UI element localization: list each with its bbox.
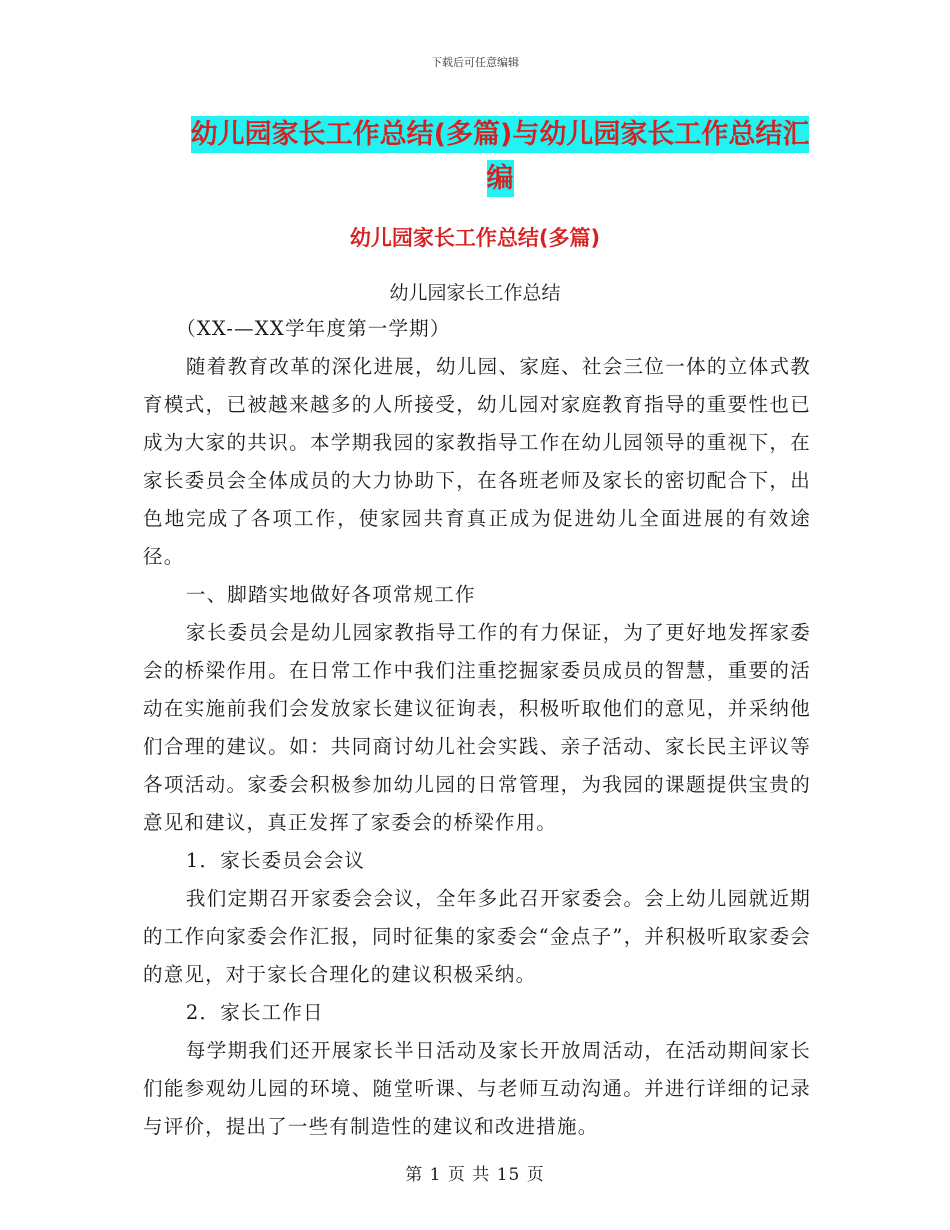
- item-heading-1: 1．家长委员会会议: [185, 849, 366, 872]
- section-heading-1: 一、脚踏实地做好各项常规工作: [185, 583, 476, 606]
- section-title: 幼儿园家长工作总结(多篇): [349, 226, 601, 250]
- section-subtitle: 幼儿园家长工作总结: [389, 282, 561, 304]
- main-title-text-1: 幼儿园家长工作总结(多篇)与幼儿园家长工作总结汇: [191, 116, 810, 153]
- main-title-line-1: [150, 112, 850, 151]
- page-footer: 第 1 页 共 15 页: [405, 1165, 545, 1185]
- paragraph-workday: 每学期我们还开展家长半日活动及家长开放周活动，在活动期间家长们能参观幼儿园的环境、随堂听课、与老师互动沟通。并进行详细的记录与评价，提出了一些有制造性的建议和改进措施。: [143, 1039, 811, 1138]
- main-title-line-2: [150, 156, 850, 195]
- term-line: （XX-—XX学年度第一学期）: [176, 317, 451, 340]
- paragraph-committee: 家长委员会是幼儿园家教指导工作的有力保证，为了更好地发挥家委会的桥梁作用。在日常工作中我们注重挖掘家委员成员的智慧，重要的活动在实施前我们会发放家长建议征询表，积极听取他们的意见，并采纳他们合理的建议。如：共同商讨幼儿社会实践、亲子活动、家长民主评议等各项活动。家委会积极参加幼儿园的日常管理，为我园的课题提供宝贵的意见和建议，真正发挥了家委会的桥梁作用。: [143, 621, 811, 834]
- main-title-text-2: 编: [487, 160, 514, 197]
- paragraph-meeting: 我们定期召开家委会会议，全年多此召开家委会。会上幼儿园就近期的工作向家委会作汇报，同时征集的家委会“金点子”，并积极听取家委会的意见，对于家长合理化的建议积极采纳。: [143, 887, 811, 986]
- header-note: 下载后可任意编辑: [431, 56, 519, 69]
- item-heading-2: 2．家长工作日: [185, 1001, 324, 1024]
- document-body: [143, 310, 811, 1146]
- paragraph-intro: 随着教育改革的深化进展，幼儿园、家庭、社会三位一体的立体式教育模式，已被越来越多的人所接受，幼儿园对家庭教育指导的重要性也已成为大家的共识。本学期我园的家教指导工作在幼儿园领导的重视下，在家长委员会全体成员的大力协助下，在各班老师及家长的密切配合下，出色地完成了各项工作，使家园共育真正成为促进幼儿全面进展的有效途径。: [143, 355, 811, 568]
